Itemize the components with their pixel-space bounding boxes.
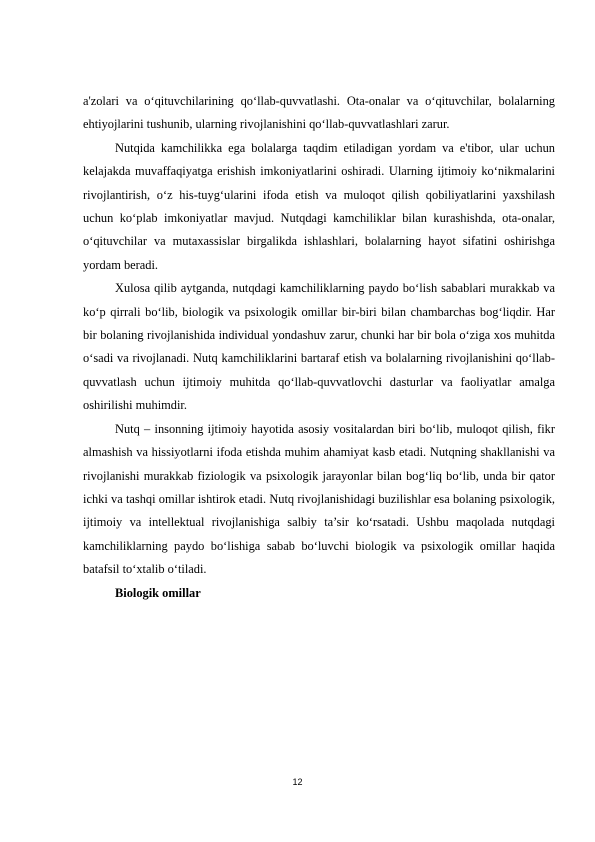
section-heading: Biologik omillar xyxy=(115,585,201,600)
paragraph-continuation: a'zolari va o‘qituvchilarining qo‘llab-quvvatlashi. Ota-onalar va o‘qituvchilar, bolalarning ehtiyojlarini tushunib, ularning rivojlanishini qo‘llab-quvvatlashlari zarur. xyxy=(83,94,555,132)
paragraph-introduction: Nutq – insonning ijtimoiy hayotida asosiy vositalardan biri bo‘lib, muloqot qilish, fikr almashish va hissiyotlarni ifoda etishda muhim ahamiyat kasb etadi. Nutqning shakllanishi va rivojlanishi murakkab fiziologik va psixologik jarayonlar bilan bog‘liq bo‘lib, unda bir qator ichki va tashqi omillar ishtirok etadi. Nutq rivojlanishidagi buzilishlar esa bolaning psixologik, ijtimoiy va intellektual rivojlanishiga salbiy ta’sir ko‘rsatadi. Ushbu maqolada nutqdagi kamchiliklarning paydo bo‘lishiga sabab bo‘luvchi biologik va psixologik omillar haqida batafsil to‘xtalib o‘tiladi. xyxy=(83,421,555,577)
paragraph-conclusion: Xulosa qilib aytganda, nutqdagi kamchiliklarning paydo bo‘lish sabablari murakkab va ko‘p qirrali bo‘lib, biologik va psixologik omillar bir-biri bilan chambarchas bog‘liqdir. Har bir bolaning rivojlanishida individual yondashuv zarur, chunki har bir bola o‘ziga xos muhitda o‘sadi va rivojlanadi. Nutq kamchiliklarini bartaraf etish va bolalarning rivojlanishini qo‘llab-quvvatlash uchun ijtimoiy muhitda qo‘llab-quvvatlovchi dasturlar va faoliyatlar amalga oshirilishi muhimdir. xyxy=(83,281,555,413)
page-number: 12 xyxy=(292,777,303,787)
document-body xyxy=(83,90,555,605)
paragraph-support: Nutqida kamchilikka ega bolalarga taqdim etiladigan yordam va e'tibor, ular uchun kelajakda muvaffaqiyatga erishish imkoniyatlarini oshiradi. Ularning ijtimoiy ko‘nikmalarini rivojlantirish, o‘z his-tuyg‘ularini ifoda etish va muloqot qilish qobiliyatlarini yaxshilash uchun ko‘plab imkoniyatlar mavjud. Nutqdagi kamchiliklar bilan kurashishda, ota-onalar, o‘qituvchilar va mutaxassislar birgalikda ishlashlari, bolalarning hayot sifatini oshirishga yordam beradi. xyxy=(83,140,555,272)
